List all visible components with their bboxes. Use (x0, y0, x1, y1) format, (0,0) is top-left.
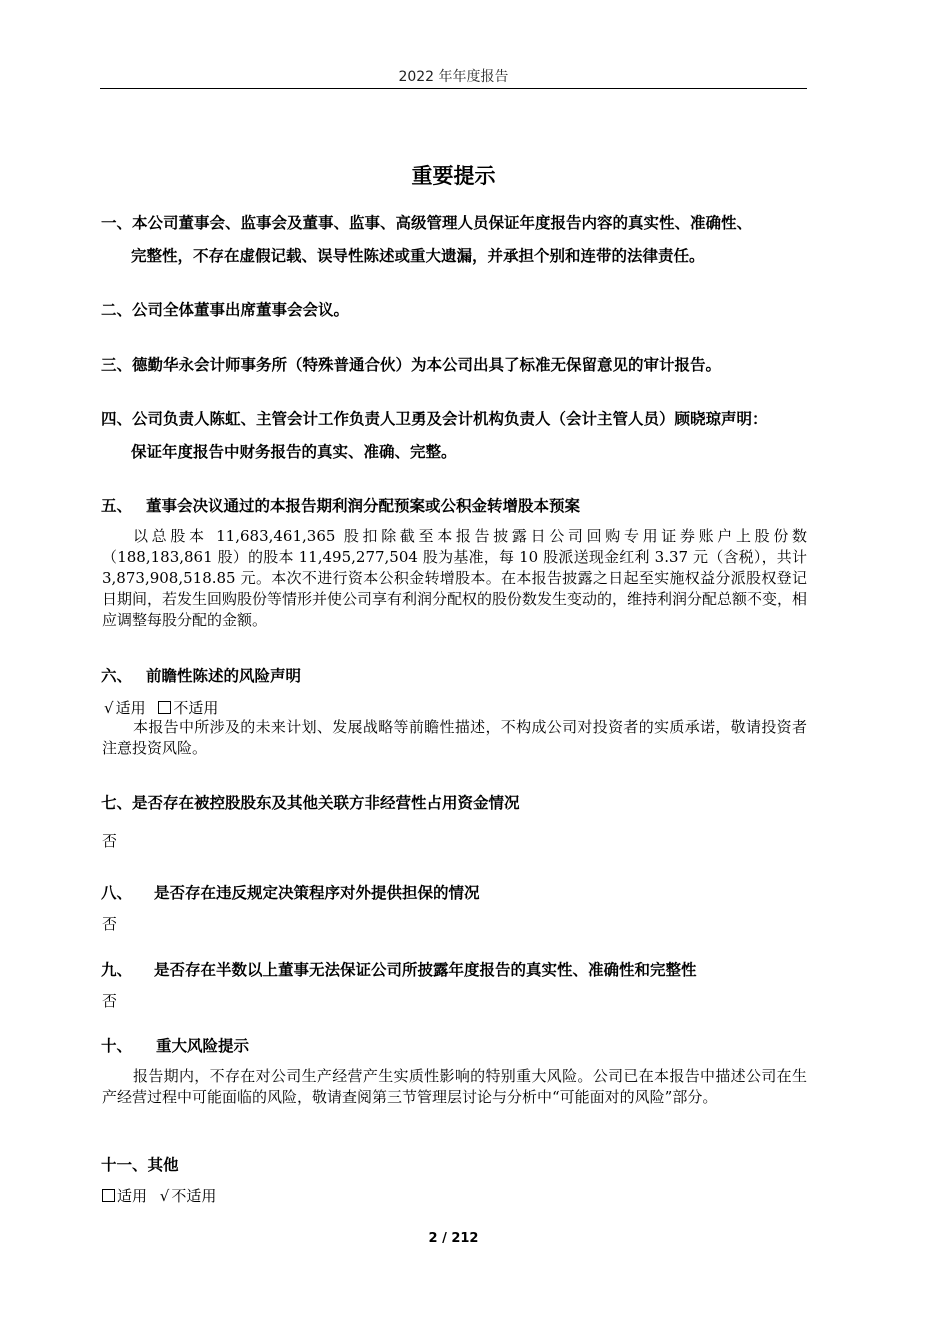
option-not-applicable: 不适用 (171, 1187, 217, 1205)
option-applicable: 适用 (115, 699, 146, 717)
header-rule (100, 88, 807, 89)
section-8-heading (101, 881, 480, 903)
section-7-heading: 七、是否存在被控股股东及其他关联方非经营性占用资金情况 (101, 794, 520, 812)
section-4-line2: 保证年度报告中财务报告的真实、准确、完整。 (131, 443, 457, 461)
section-7-answer: 否 (102, 832, 118, 850)
section-3-heading: 三、德勤华永会计师事务所（特殊普通合伙）为本公司出具了标准无保留意见的审计报告。 (101, 356, 722, 374)
section-6-heading (101, 664, 301, 686)
section-9-number: 九、 (101, 961, 133, 979)
option-applicable: 适用 (117, 1187, 148, 1205)
checkbox-empty-icon (102, 1189, 115, 1202)
section-5-body: 以总股本 11,683,461,365 股扣除截至本报告披露日公司回购专用证券账户上股份数（188,183,861 股）的股本 11,495,277,504 股为基准，每 10 股派送现金红利 3.37 元（含税），共计 3,873,908,518.85 元。本次不进行资本公积金转增股本。在本报告披露之日起至实施权益分派股权登记日期间，若发生回购股份等情形并使公司享有利润分配权的股份数发生变动的，维持利润分配总额不变，相应调整每股分配的金额。 (102, 527, 808, 629)
section-10-body: 报告期内，不存在对公司生产经营产生实质性影响的特别重大风险。公司已在本报告中描述公司在生产经营过程中可能面临的风险，敬请查阅第三节管理层讨论与分析中“可能面对的风险”部分。 (102, 1067, 807, 1106)
section-8-title: 是否存在违反规定决策程序对外提供担保的情况 (154, 884, 480, 902)
section-10-number: 十、 (101, 1037, 133, 1055)
page-title: 重要提示 (411, 164, 496, 188)
check-mark-icon: √ (159, 1187, 170, 1205)
section-1-line2: 完整性，不存在虚假记载、误导性陈述或重大遗漏，并承担个别和连带的法律责任。 (131, 247, 705, 265)
check-mark-icon: √ (104, 699, 114, 717)
section-8-answer: 否 (102, 915, 118, 933)
section-6-number: 六、 (101, 667, 133, 685)
section-6-title: 前瞻性陈述的风险声明 (146, 667, 302, 685)
section-2-heading: 二、公司全体董事出席董事会会议。 (101, 301, 350, 319)
section-10-heading (101, 1034, 249, 1056)
section-8-number: 八、 (101, 884, 133, 902)
checkbox-empty-icon (158, 701, 171, 714)
section-10-title: 重大风险提示 (156, 1037, 250, 1055)
section-6-options (104, 697, 218, 718)
section-5-heading (101, 494, 580, 516)
section-5-number: 五、 (101, 497, 133, 515)
section-11-heading: 十一、其他 (101, 1156, 179, 1174)
section-9-heading (101, 958, 697, 980)
section-9-title: 是否存在半数以上董事无法保证公司所披露年度报告的真实性、准确性和完整性 (154, 961, 697, 979)
section-6-body: 本报告中所涉及的未来计划、发展战略等前瞻性描述，不构成公司对投资者的实质承诺，敬请投资者注意投资风险。 (102, 718, 807, 757)
section-1-line1: 一、本公司董事会、监事会及董事、监事、高级管理人员保证年度报告内容的真实性、准确性、 (101, 214, 753, 232)
option-not-applicable: 不适用 (173, 699, 219, 717)
section-4-line1: 四、公司负责人陈虹、主管会计工作负责人卫勇及会计机构负责人（会计主管人员）顾晓琼声明： (101, 410, 768, 428)
page-number: 2 / 212 (428, 1231, 479, 1246)
section-11-options (102, 1185, 216, 1206)
section-9-answer: 否 (102, 992, 118, 1010)
section-5-title: 董事会决议通过的本报告期利润分配预案或公积金转增股本预案 (146, 497, 581, 515)
page-header: 2022 年年度报告 (398, 69, 509, 85)
